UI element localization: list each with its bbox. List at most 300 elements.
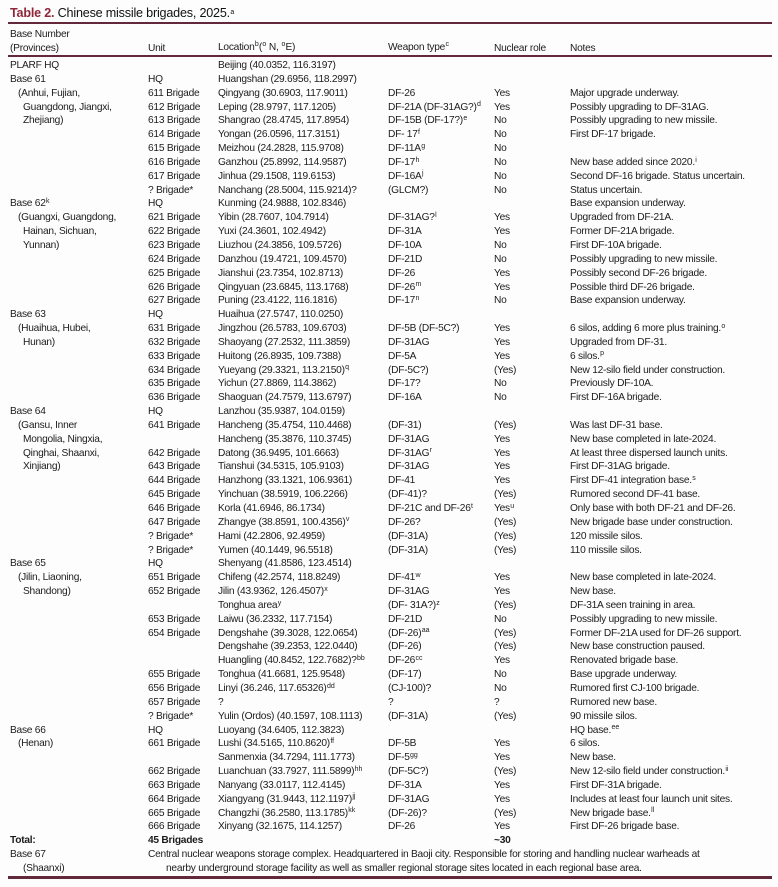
footnote-marker: t xyxy=(471,502,473,510)
cell-location: Jinhua (29.1508, 119.6153) xyxy=(218,170,336,182)
cell-location: Puning (23.4122, 116.1816) xyxy=(218,295,338,307)
cell-notes: 6 silos.$^p$ xyxy=(570,350,605,362)
cell-unit xyxy=(148,599,218,613)
cell-location: Shaoyang (27.2532, 111.3859) xyxy=(218,336,350,348)
cell-nuclear-role: No xyxy=(494,295,507,307)
column-header-weapon-type: Weapon type$^c$ xyxy=(388,41,449,53)
cell-base xyxy=(10,668,148,682)
cell-unit: 624 Brigade xyxy=(148,253,201,265)
table-row xyxy=(0,128,778,142)
cell-base xyxy=(10,267,148,281)
total-label: Total: xyxy=(10,835,36,847)
cell-nuclear-role: Yes xyxy=(494,87,510,99)
cell-nuclear-role: Yes xyxy=(494,281,510,293)
cell-unit: 622 Brigade xyxy=(148,226,201,238)
cell-unit: 611 Brigade xyxy=(148,87,200,99)
table-row xyxy=(0,557,778,571)
cell-weapon-type: ? xyxy=(388,696,394,708)
table-row xyxy=(0,142,778,156)
cell-location: Tianshui (34.5315, 105.9103) xyxy=(218,461,344,473)
cell-unit: 654 Brigade xyxy=(148,627,201,639)
cell-unit: HQ xyxy=(148,724,163,736)
cell-nuclear-role xyxy=(494,73,570,87)
table-row xyxy=(0,114,778,128)
total-notes xyxy=(570,834,772,848)
cell-nuclear-role: Yes xyxy=(494,779,510,791)
table-title xyxy=(10,6,234,20)
cell-notes: 120 missile silos. xyxy=(570,530,643,542)
cell-location: Danzhou (19.4721, 109.4570) xyxy=(218,253,347,265)
cell-notes xyxy=(570,59,772,73)
cell-unit: 641 Brigade xyxy=(148,419,201,431)
cell-nuclear-role xyxy=(494,557,570,571)
cell-weapon-type: DF-41$^w$ xyxy=(388,571,421,584)
cell-base xyxy=(10,807,148,821)
cell-nuclear-role: Yes xyxy=(494,267,510,279)
cell-unit: HQ xyxy=(148,198,163,210)
cell-base xyxy=(10,156,148,170)
cell-location: Hancheng (35.3876, 110.3745) xyxy=(218,433,352,445)
cell-weapon-type: DF-31AG xyxy=(388,461,430,473)
cell-nuclear-role xyxy=(494,197,570,211)
cell-base xyxy=(10,350,148,364)
cell-location: Yibin (28.7607, 104.7914) xyxy=(218,212,329,224)
cell-location: Linyi (36.246, 117.65326)$^{dd}$ xyxy=(218,682,335,694)
table-row xyxy=(0,779,778,793)
cell-location: Lanzhou (35.9387, 104.0159) xyxy=(218,406,345,418)
cell-unit: 664 Brigade xyxy=(148,793,201,805)
header-rule xyxy=(8,55,772,57)
cell-notes xyxy=(570,405,772,419)
cell-unit: 613 Brigade xyxy=(148,115,201,127)
table-row xyxy=(0,59,778,73)
cell-unit: 645 Brigade xyxy=(148,489,201,501)
table-row xyxy=(0,391,778,405)
column-header-location: Location$^b$($^o$ N, $^o$E) xyxy=(218,41,296,53)
cell-nuclear-role: Yes xyxy=(494,350,510,362)
cell-base: Base 61 xyxy=(10,73,46,85)
column-header-base xyxy=(10,28,148,55)
table-row xyxy=(0,807,778,821)
cell-unit: 623 Brigade xyxy=(148,239,201,251)
cell-nuclear-role: (Yes) xyxy=(494,489,517,501)
cell-notes: Was last DF-31 base. xyxy=(570,419,663,431)
footnote-marker: ii xyxy=(725,765,729,773)
cell-unit: 612 Brigade xyxy=(148,101,201,113)
total-location xyxy=(218,834,388,848)
cell-nuclear-role: Yes xyxy=(494,212,510,224)
cell-nuclear-role: (Yes) xyxy=(494,599,517,611)
cell-base xyxy=(10,364,148,378)
cell-location: Hami (42.2806, 92.4959) xyxy=(218,530,325,542)
cell-unit: HQ xyxy=(148,558,163,570)
table-row xyxy=(0,654,778,668)
table-row xyxy=(0,225,778,239)
cell-notes: New 12-silo field under construction. xyxy=(570,364,725,376)
cell-weapon-type: DF-31AG?$^l$ xyxy=(388,211,437,224)
cell-base xyxy=(10,544,148,558)
cell-notes: Possibly upgrading to new missile. xyxy=(570,613,718,625)
total-brigades: 45 Brigades xyxy=(148,835,204,847)
cell-location: Yulin (Ordos) (40.1597, 108.1113) xyxy=(218,710,363,722)
cell-weapon-type: (DF-31A) xyxy=(388,544,428,556)
footnote-marker: x xyxy=(324,585,328,593)
table-row xyxy=(0,516,778,530)
cell-unit: HQ xyxy=(148,309,163,321)
cell-unit: 666 Brigade xyxy=(148,821,201,833)
footnote-marker: m xyxy=(415,281,422,289)
table-row xyxy=(0,447,778,461)
footnote-marker: kk xyxy=(348,807,356,815)
cell-unit: 662 Brigade xyxy=(148,766,201,778)
cell-notes: Rumored new base. xyxy=(570,696,657,708)
table-row xyxy=(0,793,778,807)
table-row xyxy=(0,322,778,336)
table-row xyxy=(0,170,778,184)
cell-nuclear-role: Yes xyxy=(494,572,510,584)
cell-unit: ? Brigade* xyxy=(148,530,194,542)
cell-unit: 651 Brigade xyxy=(148,572,201,584)
cell-location: Shangrao (28.4745, 117.8954) xyxy=(218,115,350,127)
cell-notes: First DF-31A brigade. xyxy=(570,779,662,791)
cell-weapon-type xyxy=(388,308,494,322)
cell-weapon-type: DF-31AG xyxy=(388,336,430,348)
cell-nuclear-role xyxy=(494,724,570,738)
cell-location: Korla (41.6946, 86.1734) xyxy=(218,503,325,514)
footnote-marker: l xyxy=(435,211,437,219)
cell-base: Shandong) xyxy=(23,586,71,598)
cell-base: Base 66 xyxy=(10,724,46,736)
cell-weapon-type: DF-26 xyxy=(388,267,416,279)
cell-nuclear-role: Yes xyxy=(494,461,510,473)
table-row xyxy=(0,73,778,87)
cell-location: Qingyang (30.6903, 117.9011) xyxy=(218,87,348,99)
table-row xyxy=(0,197,778,211)
cell-weapon-type: DF-26 xyxy=(388,87,416,99)
cell-unit: 616 Brigade xyxy=(148,156,201,168)
cell-weapon-type: DF-5B xyxy=(388,738,417,750)
cell-notes: Possibly upgrading to new missile. xyxy=(570,115,718,127)
cell-nuclear-role: No xyxy=(494,669,507,681)
cell-unit: 614 Brigade xyxy=(148,129,201,141)
cell-unit: 635 Brigade xyxy=(148,378,201,390)
cell-nuclear-role: No xyxy=(494,170,507,182)
cell-unit: 665 Brigade xyxy=(148,807,201,819)
cell-base xyxy=(10,751,148,765)
cell-unit: 633 Brigade xyxy=(148,350,201,362)
cell-weapon-type: DF-17$^n$ xyxy=(388,294,420,307)
cell-nuclear-role: Yes xyxy=(494,655,510,667)
table-row xyxy=(0,308,778,322)
cell-unit: 652 Brigade xyxy=(148,586,201,598)
cell-base: (Henan) xyxy=(18,738,54,750)
cell-nuclear-role: Yes xyxy=(494,433,510,445)
table-row xyxy=(0,668,778,682)
cell-notes: At least three dispersed launch units. xyxy=(570,447,728,459)
footnote-marker: bb xyxy=(357,654,365,662)
cell-base xyxy=(10,294,148,308)
cell-notes: Upgraded from DF-21A. xyxy=(570,212,674,224)
table-row xyxy=(0,710,778,724)
table-row xyxy=(0,156,778,170)
cell-location: Dengshahe (39.3028, 122.0654) xyxy=(218,627,358,639)
column-header-base-line1: Base Number xyxy=(10,29,70,40)
cell-unit: 626 Brigade xyxy=(148,281,201,293)
table-row xyxy=(0,433,778,447)
cell-weapon-type: $DF-26^{cc}$ xyxy=(388,654,423,667)
cell-unit: 642 Brigade xyxy=(148,447,201,459)
cell-base: Base 64 xyxy=(10,406,46,418)
table-row xyxy=(0,253,778,267)
cell-weapon-type: DF-21D xyxy=(388,253,423,265)
cell-unit: 653 Brigade xyxy=(148,613,201,625)
cell-nuclear-role: No xyxy=(494,143,507,155)
cell-notes: New base. xyxy=(570,752,616,764)
cell-unit: HQ xyxy=(148,73,163,85)
cell-nuclear-role: No xyxy=(494,613,507,625)
cell-unit xyxy=(148,751,218,765)
cell-base xyxy=(10,253,148,267)
cell-weapon-type: DF- 17$^f$ xyxy=(388,128,420,141)
base67-description-line2: nearby underground storage facility as well as smaller regional storage sites located in each regional base area. xyxy=(166,862,642,874)
footnote-marker: b xyxy=(254,41,259,49)
table-row xyxy=(0,585,778,599)
cell-weapon-type: DF-16A xyxy=(388,392,422,404)
cell-base: Xinjiang) xyxy=(23,461,61,473)
cell-base xyxy=(10,682,148,696)
cell-unit: 631 Brigade xyxy=(148,323,201,335)
cell-nuclear-role xyxy=(494,59,570,73)
footnote-marker: jj xyxy=(352,793,356,801)
cell-location: Yichun (27.8869, 114.3862) xyxy=(218,378,337,390)
table-row xyxy=(0,281,778,295)
cell-location: Luoyang (34.6405, 112.3823) xyxy=(218,724,345,736)
cell-location: Yuxi (24.3601, 102.4942) xyxy=(218,226,326,238)
cell-nuclear-role: No xyxy=(494,378,507,390)
cell-base: PLARF HQ xyxy=(10,60,59,71)
cell-notes: New brigade base.$^{ll}$ xyxy=(570,807,655,819)
footnote-marker: u xyxy=(510,502,515,510)
cell-weapon-type: (DF-5C?) xyxy=(388,364,429,376)
cell-base: Base 62$^k$ xyxy=(10,198,50,210)
cell-unit: 615 Brigade xyxy=(148,143,201,155)
cell-nuclear-role: (Yes) xyxy=(494,516,517,528)
cell-base xyxy=(10,710,148,724)
cell-notes: Former DF-21A brigade. xyxy=(570,226,675,238)
cell-base xyxy=(10,779,148,793)
table-row xyxy=(0,184,778,198)
cell-nuclear-role: (Yes) xyxy=(494,641,517,653)
cell-notes: New base construction paused. xyxy=(570,641,705,653)
footnote-marker: v xyxy=(345,516,350,524)
cell-notes: Previously DF-10A. xyxy=(570,378,654,390)
footnote-marker: k xyxy=(46,198,50,206)
footnote-marker: z xyxy=(436,599,440,607)
cell-location: Chifeng (42.2574, 118.8249) xyxy=(218,572,341,584)
cell-base xyxy=(10,530,148,544)
cell-nuclear-role: Yes xyxy=(494,738,510,750)
cell-nuclear-role: No xyxy=(494,253,507,265)
cell-weapon-type: DF-5A xyxy=(388,350,417,362)
cell-location: Tonghua area$^y$ xyxy=(218,599,282,611)
footnote-marker: s xyxy=(692,474,696,482)
cell-weapon-type: DF-26? xyxy=(388,516,421,528)
cell-weapon-type: (DF-31A) xyxy=(388,530,428,542)
cell-base xyxy=(10,640,148,654)
cell-base xyxy=(10,502,148,516)
cell-nuclear-role: Yes xyxy=(494,336,510,348)
cell-unit: 621 Brigade xyxy=(148,212,201,224)
cell-base: Hainan, Sichuan, xyxy=(23,226,97,238)
table-row xyxy=(0,405,778,419)
cell-notes: Possibly second DF-26 brigade. xyxy=(570,267,707,279)
table-row xyxy=(0,350,778,364)
cell-notes: Status uncertain. xyxy=(570,184,643,196)
cell-unit: 663 Brigade xyxy=(148,779,201,791)
cell-location: Beijing (40.0352, 116.3197) xyxy=(218,60,336,71)
cell-nuclear-role: No xyxy=(494,129,507,141)
table-row xyxy=(0,599,778,613)
footnote-marker: h xyxy=(415,156,420,164)
table-row xyxy=(0,765,778,779)
cell-unit: HQ xyxy=(148,406,163,418)
cell-notes: 110 missile silos. xyxy=(570,544,642,556)
cell-location: Changzhi (36.2580, 113.1785)$^{kk}$ xyxy=(218,807,356,819)
column-header-nuclear-role: Nuclear role xyxy=(494,42,546,54)
cell-notes: 90 missile silos. xyxy=(570,710,638,722)
cell-location: Jingzhou (26.5783, 109.6703) xyxy=(218,323,347,335)
cell-location: Dengshahe (39.2353, 122.0440) xyxy=(218,641,358,653)
cell-weapon-type xyxy=(388,59,494,73)
cell-location: Shenyang (41.8586, 123.4514) xyxy=(218,558,352,570)
cell-unit: 646 Brigade xyxy=(148,503,201,514)
table-row xyxy=(0,696,778,710)
cell-notes: First DF-26 brigade base. xyxy=(570,821,680,833)
cell-nuclear-role: (Yes) xyxy=(494,419,517,431)
footnote-marker: p xyxy=(600,350,605,358)
footnote-marker: cc xyxy=(415,654,423,662)
cell-base: Base 65 xyxy=(10,558,46,570)
cell-weapon-type xyxy=(388,724,494,738)
cell-nuclear-role: (Yes) xyxy=(494,627,517,639)
cell-base: (Guangxi, Guangdong, xyxy=(18,212,117,224)
cell-nuclear-role xyxy=(494,308,570,322)
cell-weapon-type: DF-41 xyxy=(388,475,416,487)
cell-location: Ganzhou (25.8992, 114.9587) xyxy=(218,156,347,168)
cell-unit: 661 Brigade xyxy=(148,738,201,750)
cell-unit: 632 Brigade xyxy=(148,336,201,348)
cell-unit: ? Brigade* xyxy=(148,710,194,722)
column-header-notes: Notes xyxy=(570,42,596,54)
footnote-marker: d xyxy=(476,101,481,109)
cell-nuclear-role: Yes xyxy=(494,475,510,487)
cell-location: Xinyang (32.1675, 114.1257) xyxy=(218,821,342,833)
cell-weapon-type: (DF-5C?) xyxy=(388,766,429,778)
footnote-marker: n xyxy=(415,294,420,302)
footnote-marker: g xyxy=(421,142,426,150)
cell-unit: ? Brigade* xyxy=(148,544,194,556)
table-row xyxy=(0,101,778,115)
table-row xyxy=(0,724,778,738)
base67-row-1 xyxy=(0,848,778,862)
cell-base xyxy=(10,696,148,710)
cell-base xyxy=(10,488,148,502)
base67-province: (Shaanxi) xyxy=(23,862,65,874)
cell-notes xyxy=(570,557,772,571)
cell-unit: 643 Brigade xyxy=(148,461,201,473)
cell-base xyxy=(10,474,148,488)
table-row xyxy=(0,87,778,101)
cell-base: (Anhui, Fujian, xyxy=(18,87,80,99)
table-row xyxy=(0,820,778,834)
footnote-marker: o xyxy=(721,322,726,330)
cell-nuclear-role: Yes xyxy=(494,586,510,598)
cell-location: Meizhou (24.2828, 115.9708) xyxy=(218,143,344,155)
base67-label: Base 67 xyxy=(10,849,46,861)
cell-base xyxy=(10,377,148,391)
cell-weapon-type xyxy=(388,557,494,571)
cell-location: Xiangyang (31.9443, 112.1197)$^{jj}$ xyxy=(218,793,356,805)
cell-location: Nanchang (28.5004, 115.9214)? xyxy=(218,184,357,196)
cell-nuclear-role: (Yes) xyxy=(494,807,517,819)
table-title-label: Table 2. xyxy=(10,6,55,20)
cell-location: Shaoguan (24.7579, 113.6797) xyxy=(218,392,352,404)
cell-nuclear-role: (Yes) xyxy=(494,766,517,778)
cell-base xyxy=(10,793,148,807)
cell-notes: Only base with both DF-21 and DF-26. xyxy=(570,503,736,514)
cell-location: Huitong (26.8935, 109.7388) xyxy=(218,350,341,362)
table-row xyxy=(0,336,778,350)
footnote-marker: i xyxy=(695,156,697,164)
cell-weapon-type: $(DF-26)^{aa}$ xyxy=(388,627,430,639)
footnote-marker: ee xyxy=(611,724,620,732)
footnote-marker: c xyxy=(445,41,449,49)
cell-notes: Major upgrade underway. xyxy=(570,87,680,99)
cell-unit: ? Brigade* xyxy=(148,184,194,196)
cell-weapon-type: (DF-31A) xyxy=(388,710,428,722)
cell-location: Leping (28.9797, 117.1205) xyxy=(218,101,336,113)
cell-location: ? xyxy=(218,696,224,708)
table-row xyxy=(0,239,778,253)
total-weapon xyxy=(388,834,494,848)
cell-location: Yumen (40.1449, 96.5518) xyxy=(218,544,333,556)
cell-unit: 634 Brigade xyxy=(148,364,201,376)
footnote-marker: j xyxy=(422,170,424,178)
cell-weapon-type: $DF-16A^j$ xyxy=(388,170,424,182)
cell-base: Guangdong, Jiangxi, xyxy=(23,101,112,113)
table-row xyxy=(0,474,778,488)
cell-notes: Base expansion underway. xyxy=(570,198,686,210)
table-row xyxy=(0,267,778,281)
cell-location: Sanmenxia (34.7294, 111.1773) xyxy=(218,752,355,764)
cell-nuclear-role: Yes xyxy=(494,101,510,113)
cell-notes: Second DF-16 brigade. Status uncertain. xyxy=(570,170,745,182)
cell-unit xyxy=(148,654,218,668)
footnote-marker: dd xyxy=(326,682,335,690)
cell-base: Yunnan) xyxy=(23,239,60,251)
table-row xyxy=(0,682,778,696)
cell-location: Yongan (26.0596, 117.3151) xyxy=(218,129,340,141)
cell-base xyxy=(10,654,148,668)
cell-notes: Possibly upgrading to new missile. xyxy=(570,253,718,265)
cell-unit: 636 Brigade xyxy=(148,392,201,404)
cell-base xyxy=(10,142,148,156)
cell-weapon-type: (DF-41)? xyxy=(388,489,427,501)
table-row xyxy=(0,211,778,225)
cell-base xyxy=(10,391,148,405)
total-nuclear-count: ~30 xyxy=(494,835,511,847)
cell-nuclear-role: (Yes) xyxy=(494,710,517,722)
